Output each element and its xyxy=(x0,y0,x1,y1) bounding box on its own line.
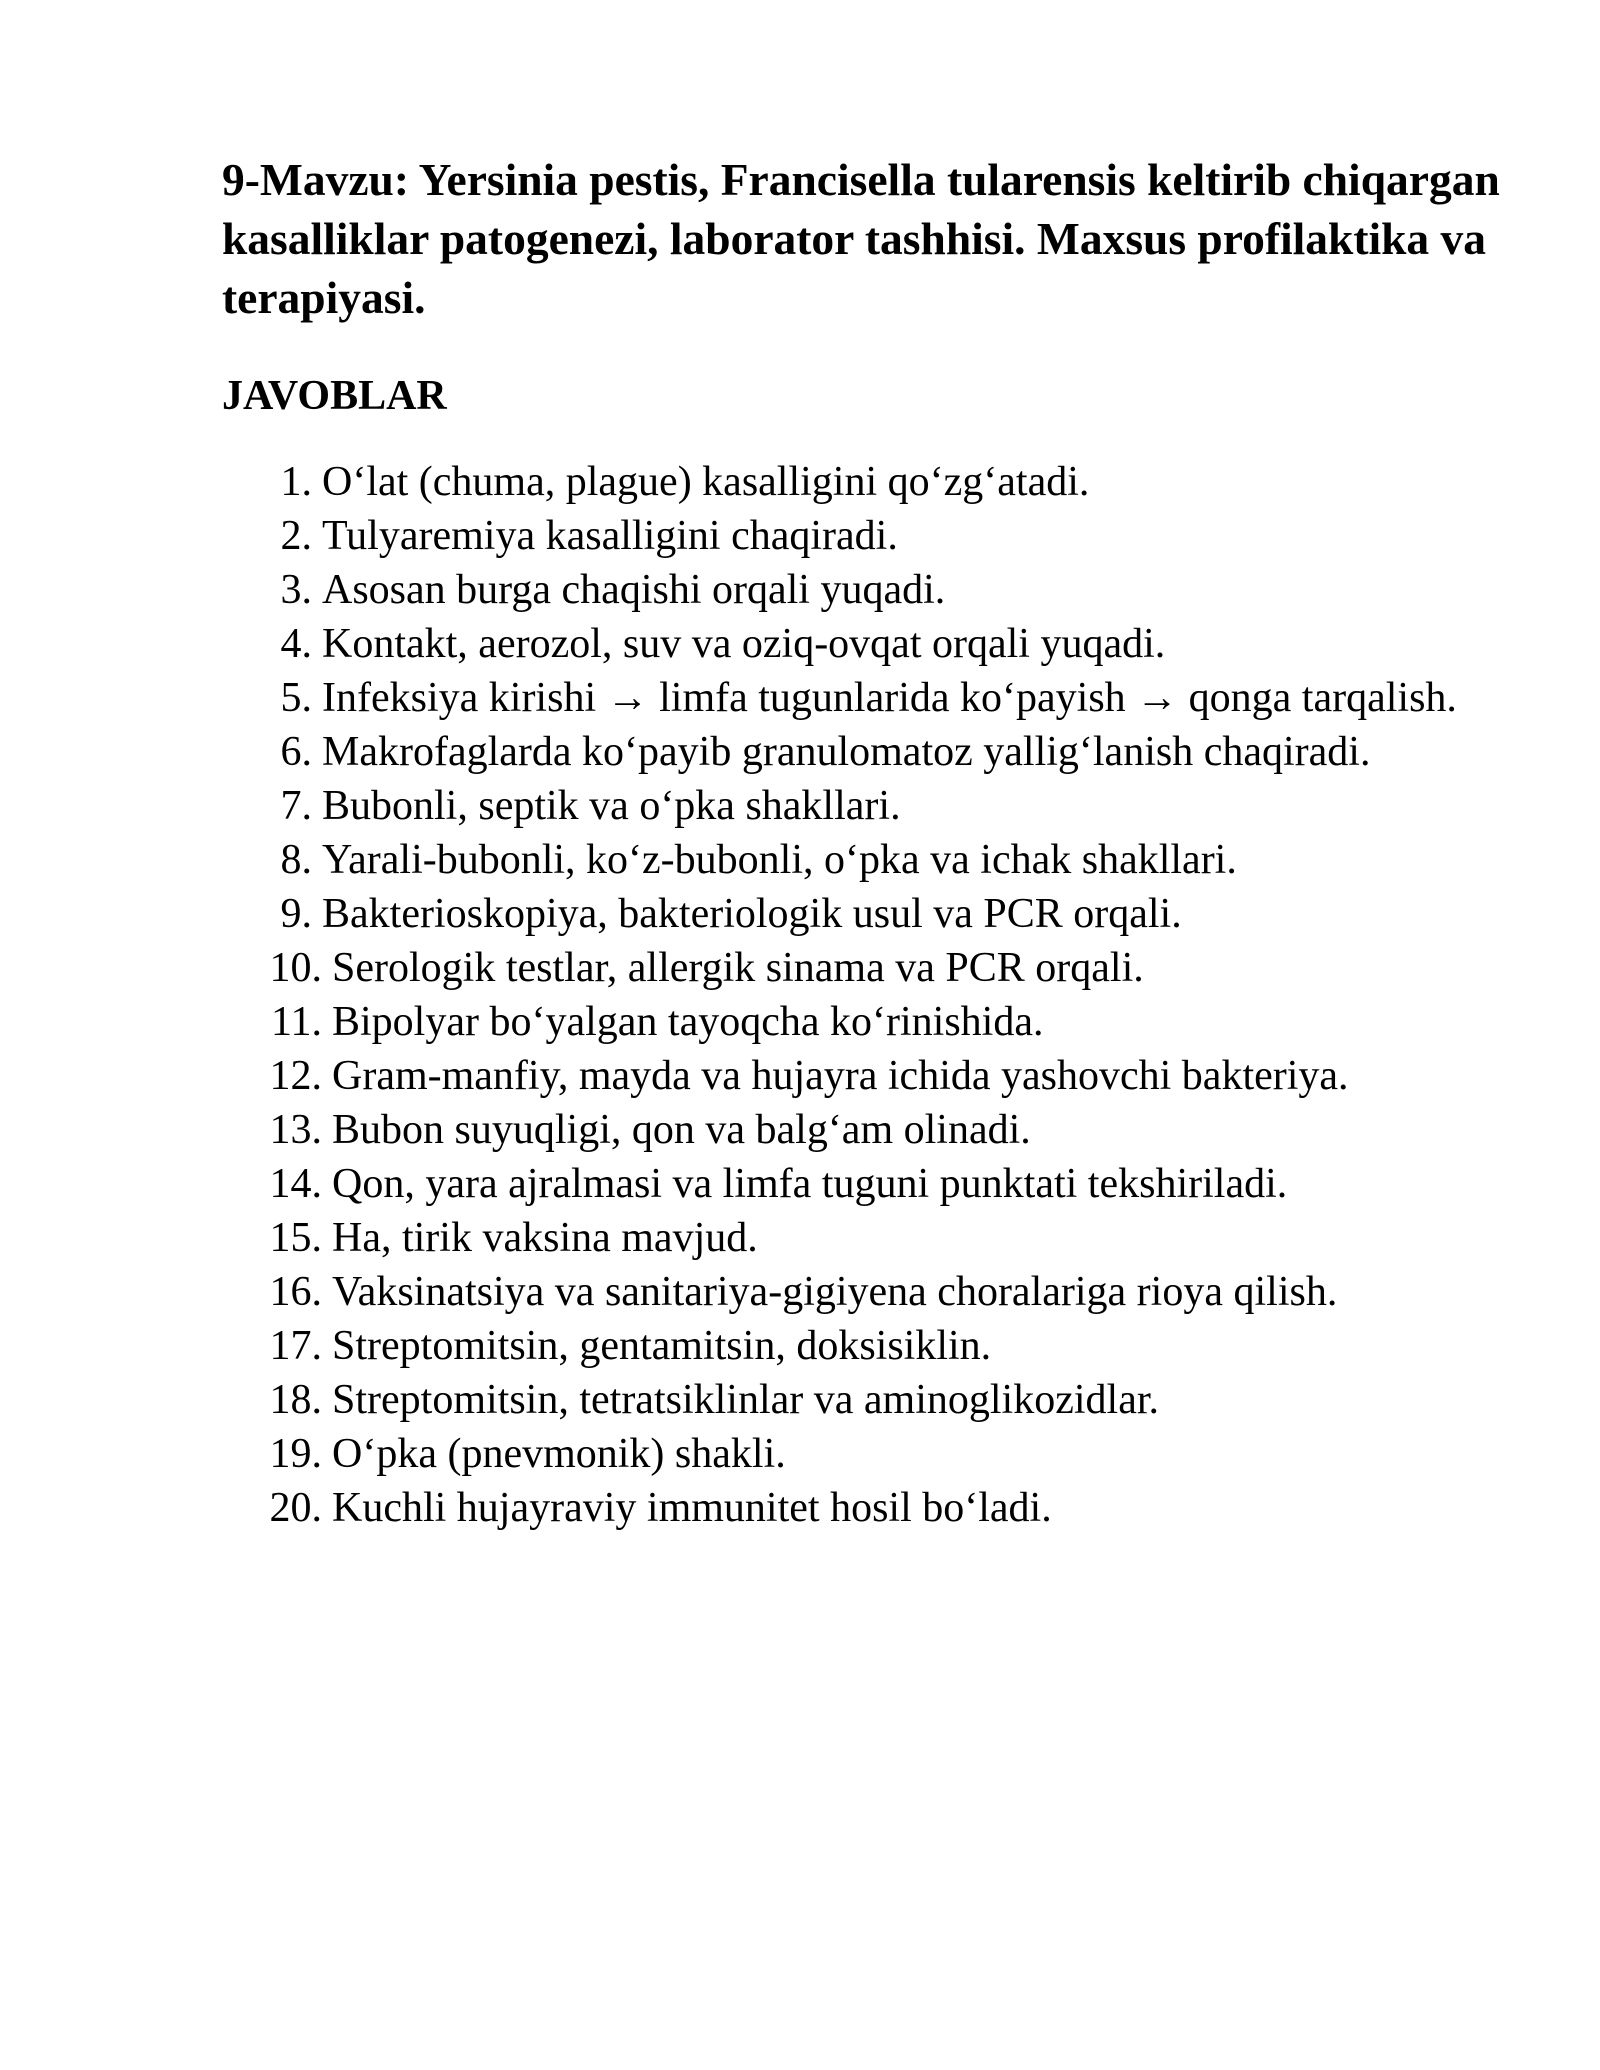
item-text: Qon, yara ajralmasi va limfa tuguni punktati tekshiriladi. xyxy=(332,1161,1288,1207)
item-text: Bakterioskopiya, bakteriologik usul va PCR orqali. xyxy=(322,891,1182,937)
item-number: 1. xyxy=(280,459,312,505)
item-text: O‘lat (chuma, plague) kasalligini qo‘zg‘atadi. xyxy=(322,459,1090,505)
item-text: Serologik testlar, allergik sinama va PCR orqali. xyxy=(332,945,1144,991)
item-text: Yarali-bubonli, ko‘z-bubonli, o‘pka va ichak shakllari. xyxy=(322,837,1237,883)
list-item xyxy=(222,1265,1522,1319)
list-item xyxy=(222,833,1522,887)
item-number: 16. xyxy=(269,1269,322,1315)
item-number: 15. xyxy=(269,1215,322,1261)
item-number: 14. xyxy=(269,1161,322,1207)
list-item xyxy=(222,779,1522,833)
item-text: Makrofaglarda ko‘payib granulomatoz yallig‘lanish chaqiradi. xyxy=(322,729,1371,775)
item-number: 8. xyxy=(280,837,312,883)
item-number: 11. xyxy=(271,999,322,1045)
item-text: O‘pka (pnevmonik) shakli. xyxy=(332,1431,786,1477)
item-number: 20. xyxy=(269,1485,322,1531)
item-number: 9. xyxy=(280,891,312,937)
item-text: Tulyaremiya kasalligini chaqiradi. xyxy=(322,513,898,559)
list-item xyxy=(222,1157,1522,1211)
item-text: Streptomitsin, tetratsiklinlar va aminoglikozidlar. xyxy=(332,1377,1160,1423)
item-number: 10. xyxy=(269,945,322,991)
list-item xyxy=(222,941,1522,995)
item-text: Vaksinatsiya va sanitariya-gigiyena choralariga rioya qilish. xyxy=(332,1269,1338,1315)
item-text: Gram-manfiy, mayda va hujayra ichida yashovchi bakteriya. xyxy=(332,1053,1349,1099)
list-item xyxy=(222,1211,1522,1265)
item-number: 4. xyxy=(280,621,312,667)
item-text: Asosan burga chaqishi orqali yuqadi. xyxy=(322,567,946,613)
item-number: 5. xyxy=(280,675,312,721)
item-number: 2. xyxy=(280,513,312,559)
item-text: Kontakt, aerozol, suv va oziq-ovqat orqali yuqadi. xyxy=(322,621,1166,667)
item-text: Kuchli hujayraviy immunitet hosil bo‘ladi. xyxy=(332,1485,1052,1531)
item-number: 12. xyxy=(269,1053,322,1099)
item-text: Ha, tirik vaksina mavjud. xyxy=(332,1215,758,1261)
item-text: Bipolyar bo‘yalgan tayoqcha ko‘rinishida. xyxy=(332,999,1044,1045)
item-text: Infeksiya kirishi → limfa tugunlarida ko‘payish → qonga tarqalish. xyxy=(322,675,1457,721)
list-item xyxy=(222,1373,1522,1427)
section-heading: JAVOBLAR xyxy=(222,373,447,419)
list-item xyxy=(222,617,1522,671)
document-page xyxy=(222,150,1522,1535)
item-number: 19. xyxy=(269,1431,322,1477)
item-text: Streptomitsin, gentamitsin, doksisiklin. xyxy=(332,1323,992,1369)
list-item xyxy=(222,563,1522,617)
list-item xyxy=(222,1481,1522,1535)
item-number: 7. xyxy=(280,783,312,829)
list-item xyxy=(222,1049,1522,1103)
item-number: 18. xyxy=(269,1377,322,1423)
item-text: Bubonli, septik va o‘pka shakllari. xyxy=(322,783,901,829)
list-item xyxy=(222,995,1522,1049)
list-item xyxy=(222,725,1522,779)
list-item xyxy=(222,1319,1522,1373)
list-item xyxy=(222,455,1522,509)
document-title: 9-Mavzu: Yersinia pestis, Francisella tularensis keltirib chiqargan kasalliklar patogenezi, laborator tashhisi. Maxsus profilaktika va terapiyasi. xyxy=(222,154,1500,323)
list-item xyxy=(222,1103,1522,1157)
item-number: 6. xyxy=(280,729,312,775)
list-item xyxy=(222,1427,1522,1481)
item-number: 17. xyxy=(269,1323,322,1369)
item-text: Bubon suyuqligi, qon va balg‘am olinadi. xyxy=(332,1107,1031,1153)
item-number: 13. xyxy=(269,1107,322,1153)
list-item xyxy=(222,671,1522,725)
item-number: 3. xyxy=(280,567,312,613)
answers-list xyxy=(222,455,1522,1535)
list-item xyxy=(222,887,1522,941)
list-item xyxy=(222,509,1522,563)
